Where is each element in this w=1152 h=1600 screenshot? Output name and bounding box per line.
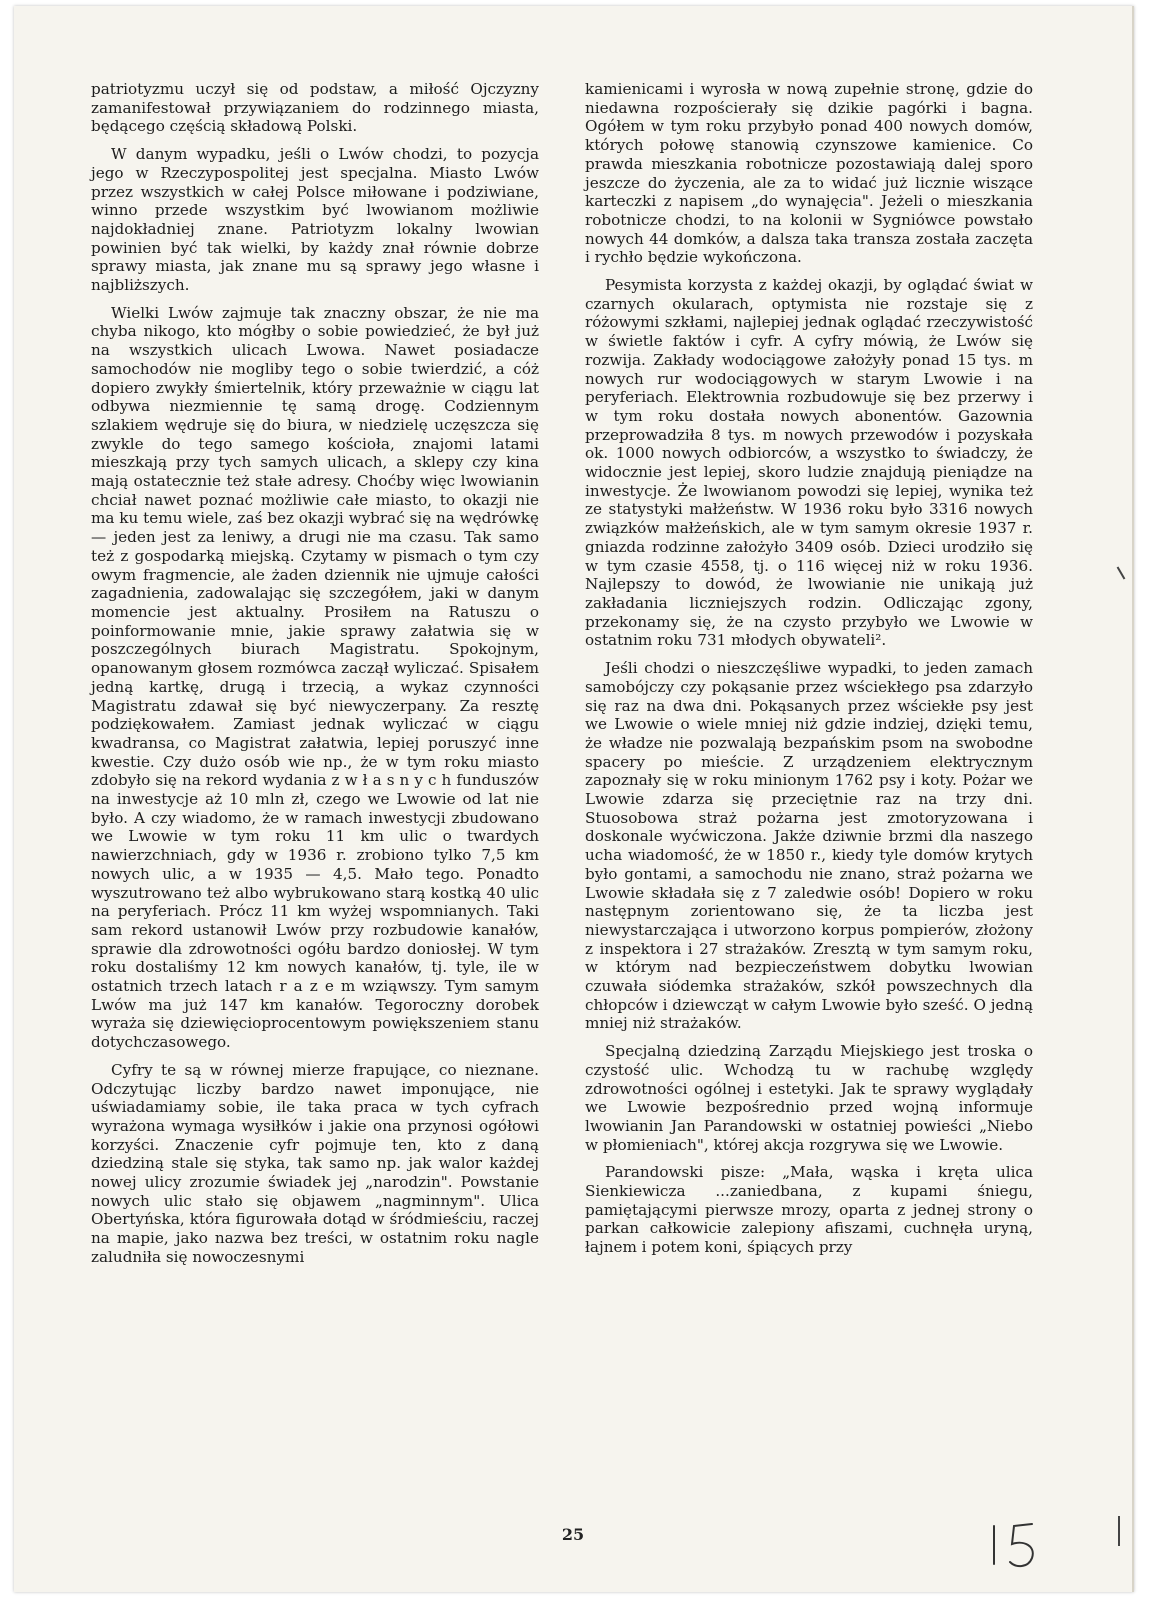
paragraph: W danym wypadku, jeśli o Lwów chodzi, to pozycja jego w Rzeczypospolitej jest specjalna. Miasto Lwów przez wszystkich w całej Polsce miłowane i podziwiane, winno przede wszystkim być lwowianom możliwie najdokładniej znane. Patriotyzm lokalny lwowian powinien być tak wielki, by każdy znał równie dobrze sprawy miasta, jak znane mu są sprawy jego własne i najbliższych. (91, 145, 539, 295)
margin-mark (1118, 1516, 1120, 1546)
page-number: 25 (561, 1525, 585, 1544)
paragraph: Jeśli chodzi o nieszczęśliwe wypadki, to jeden zamach samobójczy czy pokąsanie przez wściekłego psa zdarzyło się raz na dwa dni. Pokąsanych przez wściekłe psy jest we Lwowie o wiele mniej niż gdzie indziej, dzięki temu, że władze nie pozwalają bezpańskim psom na swobodne spacery po mieście. Z urządzeniem elektrycznym zapoznały się w roku minionym 1762 psy i koty. Pożar we Lwowie zdarza się przeciętnie raz na trzy dni. Stuosobowa straż pożarna jest zmotoryzowana i doskonale wyćwiczona. Jakże dziwnie brzmi dla naszego ucha wiadomość, że w 1850 r., kiedy tyle domów krytych było gontami, a samochodu nie znano, straż pożarna we Lwowie składała się z 7 zaledwie osób! Dopiero w roku następnym zorientowano się, że ta liczba jest niewystarczająca i utworzono korpus pompierów, złożony z inspektora i 27 strażaków. Zresztą w tym samym roku, w którym nad bezpieczeństwem dobytku lwowian czuwała siódemka strażaków, szkół powszechnych dla chłopców i dziewcząt w całym Lwowie było sześć. O jedną mniej niż strażaków. (585, 659, 1033, 1033)
paragraph: patriotyzmu uczył się od podstaw, a miłość Ojczyzny zamanifestował przywiązaniem do rodzinnego miasta, będącego częścią składową Polski. (91, 80, 539, 136)
paragraph: Specjalną dziedziną Zarządu Miejskiego jest troska o czystość ulic. Wchodzą tu w rachubę względy zdrowotności ogólnej i estetyki. Jak te sprawy wyglądały we Lwowie bezpośrednio przed wojną informuje lwowianin Jan Parandowski w ostatniej powieści „Niebo w płomieniach", której akcja rozgrywa się we Lwowie. (585, 1042, 1033, 1154)
paragraph: Wielki Lwów zajmuje tak znaczny obszar, że nie ma chyba nikogo, kto mógłby o sobie powiedzieć, że był już na wszystkich ulicach Lwowa. Nawet posiadacze samochodów nie mogliby tego o sobie twierdzić, a cóż dopiero zwykły śmiertelnik, który przeważnie w ciągu lat odbywa niezmiennie tę samą drogę. Codziennym szlakiem wędruje się do biura, w niedzielę uczęszcza się zwykle do tego samego kościoła, znajomi latami mieszkają przy tych samych ulicach, a sklepy czy kina mają ostatecznie też stałe adresy. Choćby więc lwowianin chciał nawet poznać możliwie całe miasto, to okazji nie ma ku temu wiele, zaś bez okazji wybrać się na wędrówkę — jeden jest za leniwy, a drugi nie ma czasu. Tak samo też z gospodarką miejską. Czytamy w pismach o tym czy owym fragmencie, ale żaden dziennik nie ujmuje całości zagadnienia, zadowalając się szczegółem, jaki w danym momencie jest aktualny. Prosiłem na Ratuszu o poinformowanie mnie, jakie sprawy załatwia się w poszczególnych biurach Magistratu. Spokojnym, opanowanym głosem rozmówca zaczął wyliczać. Spisałem jedną kartkę, drugą i trzecią, a wykaz czynności Magistratu zdawał się być niewyczerpany. Za resztę podziękowałem. Zamiast jednak wyliczać w ciągu kwadransa, co Magistrat załatwia, lepiej poruszyć inne kwestie. Czy dużo osób wie np., że w tym roku miasto zdobyło się na rekord wydania z w ł a s n y c h funduszów na inwestycje aż 10 mln zł, czego we Lwowie od lat nie było. A czy wiadomo, że w ramach inwestycji zbudowano we Lwowie w tym roku 11 km ulic o twardych nawierzchniach, gdy w 1936 r. zrobiono tylko 7,5 km nowych ulic, a w 1935 — 4,5. Mało tego. Ponadto wyszutrowano też albo wybrukowano starą kostką 40 ulic na peryferiach. Prócz 11 km wyżej wspomnianych. Taki sam rekord ustanowił Lwów przy rozbudowie kanałów, sprawie dla zdrowotności ogółu bardzo doniosłej. W tym roku dostaliśmy 12 km nowych kanałów, tj. tyle, ile w ostatnich trzech latach r a z e m wziąwszy. Tym samym Lwów ma już 147 km kanałów. Tegoroczny dorobek wyraża się dziewięcioprocentowym powiększeniem stanu dotychczasowego. (91, 303, 539, 1052)
right-column (585, 80, 1033, 1257)
paragraph: Cyfry te są w równej mierze frapujące, co nieznane. Odczytując liczby bardzo nawet imponujące, nie uświadamiamy sobie, ile taka praca w tych cyfrach wyrażona wymaga wysiłków i jakie ona przynosi ogółowi korzyści. Znaczenie cyfr pojmuje ten, kto z daną dziedziną stale się styka, tak samo np. jak walor każdej nowej ulicy zrozumie świadek jej „narodzin". Powstanie nowych ulic stało się objawem „nagminnym". Ulica Obertyńska, która figurowała dotąd w śródmieściu, raczej na mapie, jako nazwa bez treści, w ostatnim roku nagle zaludniła się nowoczesnymi (91, 1060, 539, 1266)
paragraph: kamienicami i wyrosła w nową zupełnie stronę, gdzie do niedawna rozpościerały się dzikie pagórki i bagna. Ogółem w tym roku przybyło ponad 400 nowych domów, których połowę stanowią czynszowe kamienice. Co prawda mieszkania robotnicze pozostawiają dalej sporo jeszcze do życzenia, ale za to widać już licznie wiszące karteczki z napisem „do wynajęcia". Jeżeli o mieszkania robotnicze chodzi, to na kolonii w Sygniówce powstało nowych 44 domków, a dalsza taka transza została zaczęta i rychło będzie wykończona. (585, 80, 1033, 267)
scanned-page (14, 6, 1134, 1592)
paragraph: Parandowski pisze: „Mała, wąska i kręta ulica Sienkiewicza ...zaniedbana, z kupami śniegu, pamiętającymi pierwsze mrozy, oparta z jednej strony o parkan całkowicie zalepiony afiszami, cuchnęła uryną, łajnem i potem koni, śpiących przy (585, 1163, 1033, 1257)
left-column (91, 80, 539, 1267)
margin-mark (1117, 566, 1126, 579)
handwritten-page-mark (984, 1514, 1064, 1574)
paragraph: Pesymista korzysta z każdej okazji, by oglądać świat w czarnych okularach, optymista nie rozstaje się z różowymi szkłami, najlepiej jednak oglądać rzeczywistość w świetle faktów i cyfr. A cyfry mówią, że Lwów się rozwija. Zakłady wodociągowe założyły ponad 15 tys. m nowych rur wodociągowych w starym Lwowie i na peryferiach. Elektrownia rozbudowuje się bez przerwy i w tym roku dostała nowych abonentów. Gazownia przeprowadziła 8 tys. m nowych przewodów i pozyskała ok. 1000 nowych odbiorców, a wszystko to świadczy, że widocznie jest lepiej, skoro ludzie znajdują pieniądze na inwestycje. Że lwowianom powodzi się lepiej, wynika też ze statystyki małżeństw. W 1936 roku było 3316 nowych związków małżeńskich, ale w tym samym okresie 1937 r. gniazda rodzinne założyło 3409 osób. Dzieci urodziło się w tym czasie 4558, tj. o 116 więcej niż w roku 1936. Najlepszy to dowód, że lwowianie nie unikają już zakładania liczniejszych rodzin. Odliczając zgony, przekonamy się, że na czysto przybyło we Lwowie w ostatnim roku 731 młodych obywateli². (585, 276, 1033, 650)
